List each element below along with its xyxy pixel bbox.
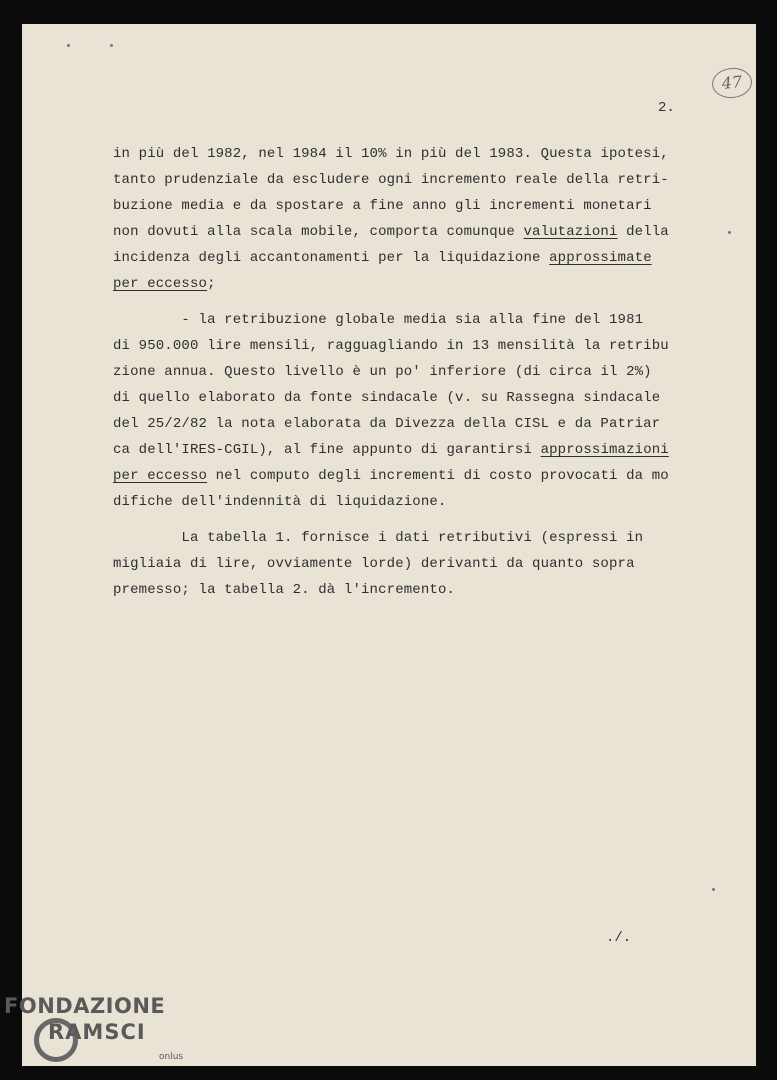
text-line: di quello elaborato da fonte sindacale (v. su Rassegna sindacale [113, 390, 661, 406]
text-line: zione annua. Questo livello è un po' inferiore (di circa il 2%) [113, 364, 652, 380]
text-line: migliaia di lire, ovviamente lorde) derivanti da quanto sopra [113, 556, 635, 572]
text-line [113, 276, 216, 292]
page-number: 2. [658, 100, 675, 116]
text-fragment: incidenza degli accantonamenti per la liquidazione [113, 250, 550, 266]
text-fragment: non dovuti alla scala mobile, comporta comunque [113, 224, 524, 240]
text-fragment: ca dell'IRES-CGIL), al fine appunto di garantirsi [113, 442, 541, 458]
text-line: - la retribuzione globale media sia alla fine del 1981 [113, 312, 644, 328]
continuation-mark: ./. [606, 930, 632, 946]
text-line: in più del 1982, nel 1984 il 10% in più del 1983. Questa ipotesi, [113, 146, 669, 162]
underlined-term: per eccesso [113, 468, 208, 484]
text-line: di 950.000 lire mensili, ragguagliando in 13 mensilità la retribu [113, 338, 669, 354]
text-line: premesso; la tabella 2. dà l'incremento. [113, 582, 456, 598]
archive-number-stamp: 47 [711, 66, 754, 100]
fondazione-gramsci-logo [4, 994, 204, 1074]
text-line: del 25/2/82 la nota elaborata da Divezza della CISL e da Patriar [113, 416, 661, 432]
text-fragment: della [617, 224, 669, 240]
speck [728, 231, 731, 234]
speck [110, 44, 113, 47]
text-line: difiche dell'indennità di liquidazione. [113, 494, 447, 510]
text-line [113, 442, 669, 458]
logo-line1: FONDAZIONE [4, 994, 166, 1018]
underlined-term: per eccesso [113, 276, 208, 292]
speck [712, 888, 715, 891]
text-line [113, 468, 669, 484]
document-page [22, 24, 756, 1066]
logo-line3: onlus [159, 1052, 184, 1062]
text-fragment: ; [207, 276, 216, 292]
text-fragment: nel computo degli incrementi di costo provocati da mo [207, 468, 669, 484]
underlined-term: approssimazioni [540, 442, 669, 458]
text-line: La tabella 1. fornisce i dati retributivi (espressi in [113, 530, 644, 546]
speck [67, 44, 70, 47]
underlined-term: valutazioni [523, 224, 618, 240]
underlined-term: approssimate [549, 250, 652, 266]
text-line [113, 250, 652, 266]
text-line: buzione media e da spostare a fine anno gli incrementi monetari [113, 198, 652, 214]
text-line [113, 224, 669, 240]
text-line: tanto prudenziale da escludere ogni incremento reale della retri- [113, 172, 669, 188]
logo-line2: RAMSCI [48, 1020, 146, 1044]
